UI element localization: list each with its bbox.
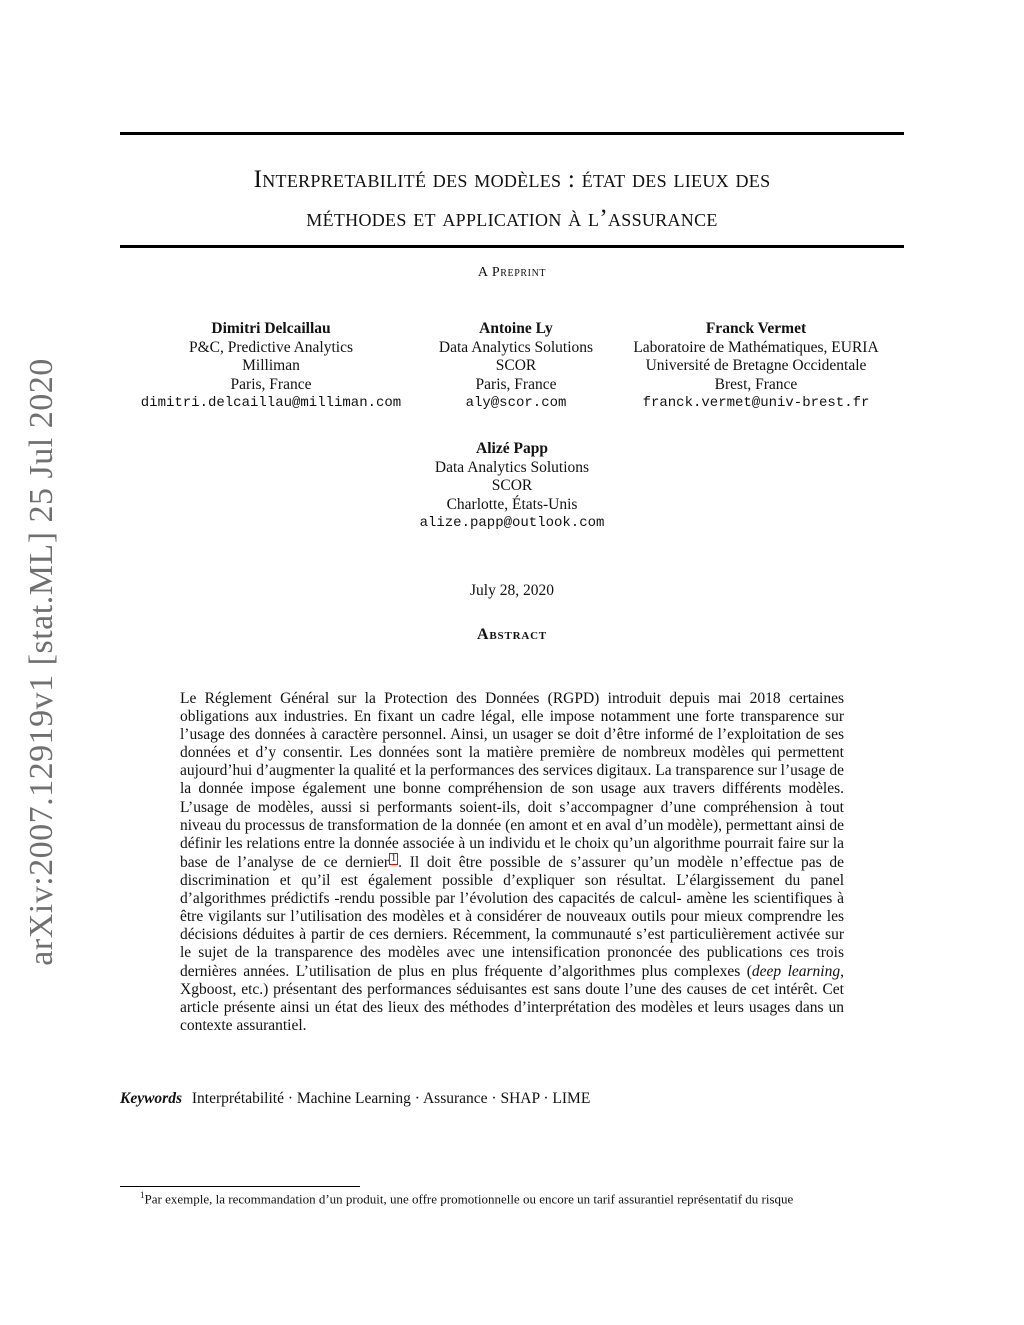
title-rule-top bbox=[120, 132, 904, 135]
author-affiliation: Université de Bretagne Occidentale bbox=[645, 357, 867, 374]
footnote-ref-link[interactable]: 1 bbox=[391, 852, 397, 864]
author-name: Antoine Ly bbox=[479, 320, 553, 337]
author-name: Franck Vermet bbox=[705, 320, 807, 337]
preprint-label: A Preprint bbox=[477, 265, 547, 280]
author-block bbox=[132, 320, 410, 413]
title-line-2: méthodes et application à l’assurance bbox=[306, 205, 718, 232]
footnote-text: Par exemple, la recommandation d’un produit, une offre promotionnelle ou encore un tarif assurantiel représentatif du risque bbox=[144, 1191, 794, 1207]
author-name: Dimitri Delcaillau bbox=[211, 320, 331, 337]
author-location: Brest, France bbox=[714, 375, 798, 393]
author-affiliation: Laboratoire de Mathématiques, EURIA bbox=[633, 338, 879, 356]
abstract-body bbox=[180, 690, 844, 1035]
author-location: Paris, France bbox=[475, 375, 557, 393]
abstract-text: Le Réglement Général sur la Protection des Données (RGPD) introduit depuis mai 2018 certaines obligations aux industries. En fixant un cadre légal, elle impose notamment une forte transparence sur l’usage des données à caractère personnel. Ainsi, un usager se doit d’être informé de l’exploitation de ses données et d’y consentir. Les données sont la matière première de nombreux modèles qui permettent aujourd’hui d’augmenter la qualité et la performances des services digitaux. La transparence sur l’usage de la donnée impose également une bonne compréhension de son usage aux travers différents modèles. L’usage de modèles, aussi si performants soient-ils, doit s’accompagner d’une compréhension à tout niveau du processus de transformation de la donnée (en amont et en aval d’un modèle), permettant ainsi de définir les relations entre la donnée associée à un individu et le choix qu’un algorithme pourrait faire sur la base de l’analyse de ce dernier bbox=[180, 690, 844, 871]
author-location: Paris, France bbox=[230, 375, 312, 393]
abstract-italic-term: deep learning bbox=[751, 962, 841, 980]
arxiv-stamp: arXiv:2007.12919v1 [stat.ML] 25 Jul 2020 bbox=[23, 358, 60, 966]
author-name: Alizé Papp bbox=[476, 440, 548, 457]
author-email-link[interactable]: alize.papp@outlook.com bbox=[419, 515, 605, 531]
footnote-rule bbox=[120, 1186, 360, 1187]
keywords-list: Interprétabilité · Machine Learning · Assurance · SHAP · LIME bbox=[191, 1090, 591, 1107]
title-line-1: Interpretabilité des modèles : état des lieux des bbox=[253, 166, 771, 193]
author-location: Charlotte, États-Unis bbox=[446, 495, 578, 513]
abstract-heading: Abstract bbox=[477, 626, 547, 643]
keywords-label: Keywords bbox=[120, 1090, 182, 1107]
author-affiliation: SCOR bbox=[495, 357, 537, 374]
author-block bbox=[416, 320, 616, 413]
title-rule-bottom bbox=[120, 245, 904, 248]
author-affiliation: Milliman bbox=[242, 357, 300, 374]
author-affiliation: Data Analytics Solutions bbox=[434, 458, 590, 476]
footnote bbox=[120, 1190, 930, 1207]
author-email-link[interactable]: franck.vermet@univ-brest.fr bbox=[642, 395, 870, 411]
abstract-text: , Xgboost, etc.) présentant des performances séduisantes est sans doute l’une des causes de cet intérêt. Cet article présente ainsi un état des lieux des méthodes d’interprétation des modèles et leurs usages dans un contexte assurantiel. bbox=[180, 962, 844, 1034]
footnote-number: 1 bbox=[140, 1190, 145, 1200]
author-block bbox=[616, 320, 896, 413]
author-affiliation: Data Analytics Solutions bbox=[438, 338, 594, 356]
author-email-link[interactable]: dimitri.delcaillau@milliman.com bbox=[140, 395, 402, 411]
author-block bbox=[402, 440, 622, 533]
author-email-link[interactable]: aly@scor.com bbox=[465, 395, 567, 411]
publication-date: July 28, 2020 bbox=[470, 582, 554, 599]
abstract-text: . Il doit être possible de s’assurer qu’un modèle n’effectue pas de discrimination et qu’il est également possible d’expliquer son résultat. L’élargissement du panel d’algorithmes prédictifs -rendu possible par l’évolution des capacités de calcul- amène les scientifiques à être vigilants sur l’utilisation des modèles et à considérer de nouveaux outils pour mieux comprendre les décisions déduites à partir de ces derniers. Récemment, la communauté s’est particulièrement activée sur le sujet de la transparence des modèles avec une intensification prononcée des publications ces trois dernières années. L’utilisation de plus en plus fréquente d’algorithmes plus complexes ( bbox=[180, 854, 844, 980]
keywords-line bbox=[120, 1090, 904, 1108]
author-affiliation: P&C, Predictive Analytics bbox=[188, 338, 354, 356]
author-affiliation: SCOR bbox=[491, 477, 533, 494]
paper-title bbox=[120, 160, 904, 238]
